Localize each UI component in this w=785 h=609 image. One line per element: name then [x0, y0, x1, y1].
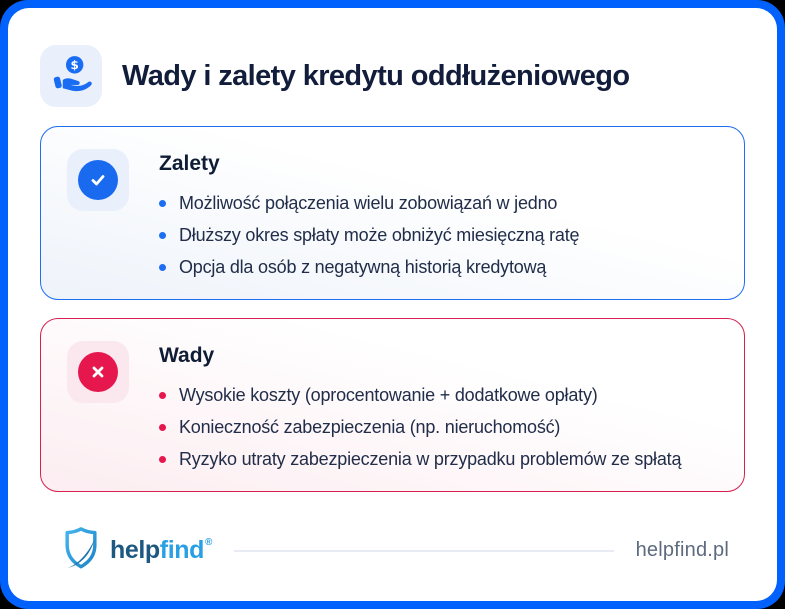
svg-text:$: $ [70, 57, 79, 72]
shield-check-icon [60, 525, 102, 576]
pros-box [40, 126, 745, 300]
brand-find-text: find [159, 536, 205, 564]
list-item [159, 251, 579, 283]
infographic-card [8, 8, 777, 601]
page-title: Wady i zalety kredytu oddłużeniowego [122, 59, 630, 92]
cons-content [159, 341, 681, 475]
pros-item-text: Opcja dla osób z negatywną historią kredytową [179, 256, 547, 277]
cons-list [159, 379, 681, 475]
header [40, 45, 745, 107]
brand-help-text: help [110, 536, 160, 564]
brand-logo [60, 525, 212, 576]
cons-item-text: Wysokie koszty (oprocentowanie + dodatkowe opłaty) [179, 384, 598, 405]
header-icon-tile [40, 45, 102, 107]
list-item [159, 443, 681, 475]
footer [40, 525, 745, 576]
pros-item-text: Dłuższy okres spłaty może obniżyć miesięczną ratę [179, 224, 580, 245]
hand-coin-icon [49, 52, 93, 101]
list-item [159, 187, 579, 219]
footer-divider [234, 550, 614, 552]
cons-item-text: Konieczność zabezpieczenia (np. nieruchomość) [179, 416, 561, 437]
pros-icon-tile [67, 149, 129, 211]
list-item [159, 219, 579, 251]
cons-icon-tile [67, 341, 129, 403]
bullet-dot [159, 200, 166, 207]
pros-title: Zalety [159, 152, 220, 175]
registered-mark: ® [205, 537, 212, 548]
pros-content [159, 149, 579, 283]
bullet-dot [159, 424, 166, 431]
site-url: helpfind.pl [635, 539, 729, 561]
pros-item-text: Możliwość połączenia wielu zobowiązań w jedno [179, 192, 558, 213]
bullet-dot [159, 264, 166, 271]
list-item [159, 411, 681, 443]
bullet-dot [159, 392, 166, 399]
pros-list [159, 187, 579, 283]
cons-item-text: Ryzyko utraty zabezpieczenia w przypadku problemów ze spłatą [179, 448, 682, 469]
x-circle-icon [78, 352, 118, 392]
cons-box [40, 318, 745, 492]
bullet-dot [159, 232, 166, 239]
brand-wordmark [110, 538, 212, 563]
cons-title: Wady [159, 344, 215, 367]
bullet-dot [159, 456, 166, 463]
list-item [159, 379, 681, 411]
check-circle-icon [78, 160, 118, 200]
